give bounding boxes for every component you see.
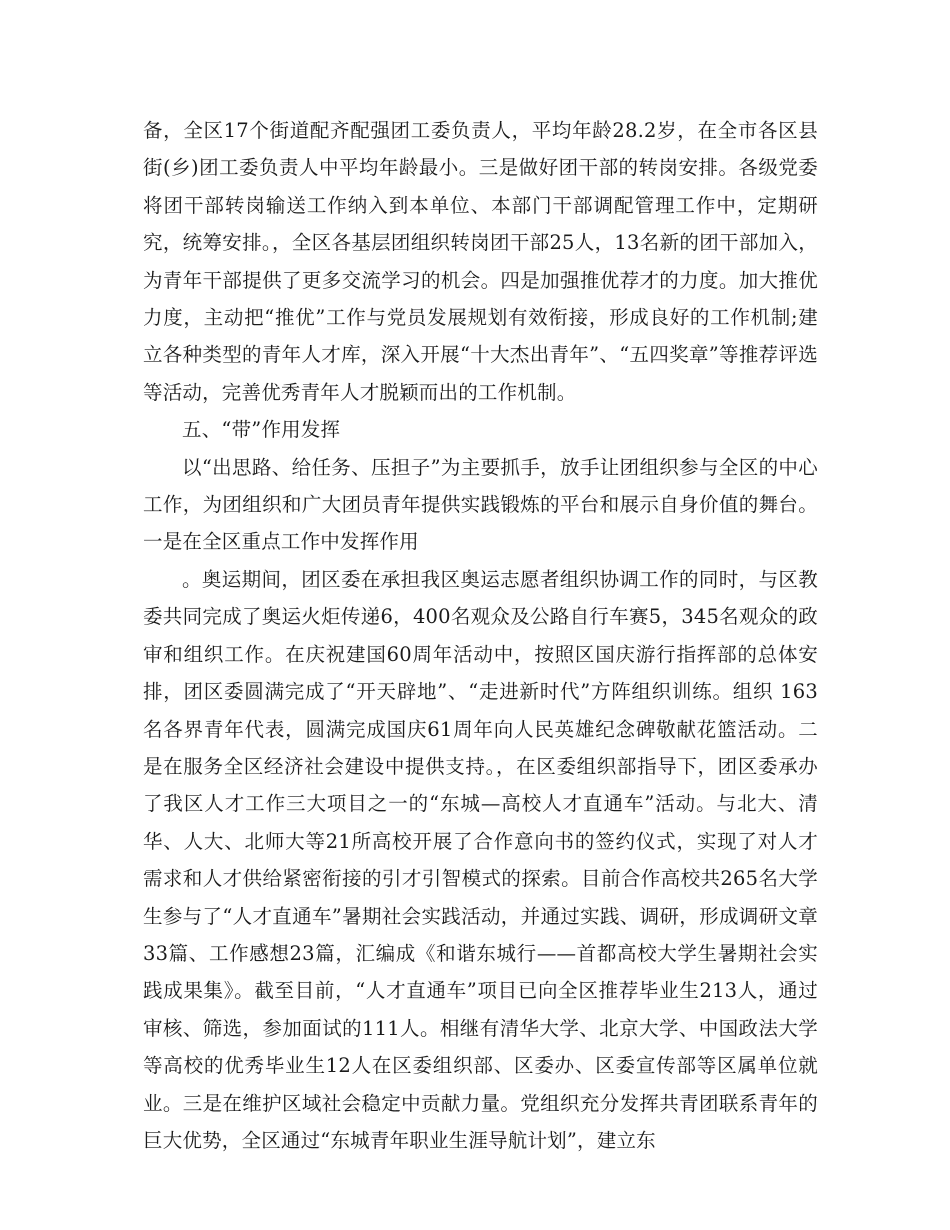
paragraph-1: 备，全区17个街道配齐配强团工委负责人，平均年龄28.2岁，在全市各区县街(乡)团工委负责人中平均年龄最小。三是做好团干部的转岗安排。各级党委将团干部转岗输送工作纳入到本单位、本部门干部调配管理工作中，定期研究，统筹安排。，全区各基层团组织转岗团干部25人，13名新的团干部加入，为青年干部提供了更多交流学习的机会。四是加强推优荐才的力度。加大推优力度，主动把“推优”工作与党员发展规划有效衔接，形成良好的工作机制;建立各种类型的青年人才库，深入开展“十大杰出青年”、“五四奖章”等推荐评选等活动，完善优秀青年人才脱颖而出的工作机制。 bbox=[143, 119, 818, 404]
paragraph-3: 以“出思路、给任务、压担子”为主要抓手，放手让团组织参与全区的中心工作，为团组织和广大团员青年提供实践锻炼的平台和展示自身价值的舞台。一是在全区重点工作中发挥作用 bbox=[143, 455, 818, 554]
paragraph-4: 。奥运期间，团区委在承担我区奥运志愿者组织协调工作的同时，与区教委共同完成了奥运火炬传递6，400名观众及公路自行车赛5，345名观众的政审和组织工作。在庆祝建国60周年活动中，按照区国庆游行指挥部的总体安排，团区委圆满完成了“开天辟地”、“走进新时代”方阵组织训练。组织 163名各界青年代表，圆满完成国庆61周年向人民英雄纪念碑敬献花篮活动。二是在服务全区经济社会建设中提供支持。，在区委组织部指导下，团区委承办了我区人才工作三大项目之一的“东城—高校人才直通车”活动。与北大、清华、人大、北师大等21所高校开展了合作意向书的签约仪式，实现了对人才需求和人才供给紧密衔接的引才引智模式的探索。目前合作高校共265名大学生参与了“人才直通车”暑期社会实践活动，并通过实践、调研，形成调研文章33篇、工作感想23篇，汇编成《和谐东城行——首都高校大学生暑期社会实践成果集》。截至目前，“人才直通车”项目已向全区推荐毕业生213人，通过审核、筛选，参加面试的111人。相继有清华大学、北京大学、中国政法大学等高校的优秀毕业生12人在区委组织部、区委办、区委宣传部等区属单位就业。三是在维护区域社会稳定中贡献力量。党组织充分发挥共青团联系青年的巨大优势，全区通过“东城青年职业生涯导航计划”，建立东 bbox=[143, 567, 818, 1152]
section-heading-five: 五、“带”作用发挥 bbox=[182, 418, 341, 442]
document-body bbox=[143, 112, 818, 1159]
